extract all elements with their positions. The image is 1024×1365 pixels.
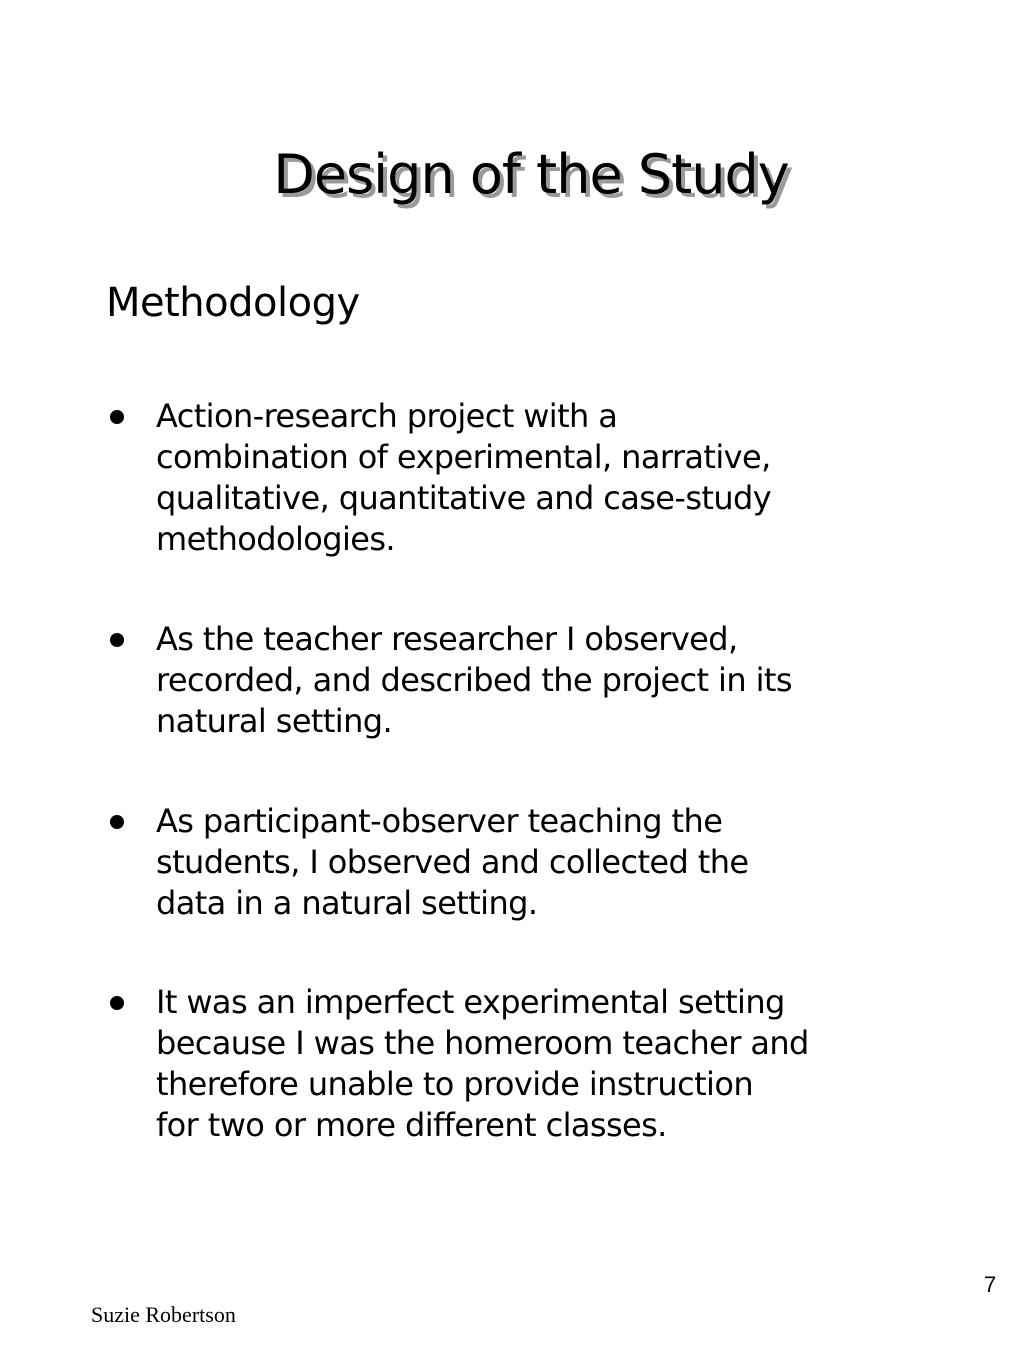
bullet-line: for two or more different classes.	[156, 1106, 667, 1144]
bullet-dot-icon	[110, 996, 124, 1010]
section-heading: Methodology	[106, 280, 360, 326]
bullet-line: As participant-observer teaching the	[156, 802, 723, 840]
bullet-line: because I was the homeroom teacher and	[156, 1024, 809, 1062]
page-number: 7	[984, 1272, 997, 1297]
bullet-line: combination of experimental, narrative,	[156, 438, 771, 476]
bullet-text	[156, 619, 916, 742]
bullet-text	[156, 801, 916, 924]
bullet-dot-icon	[110, 633, 124, 647]
bullet-line: data in a natural setting.	[156, 884, 538, 922]
bullet-dot-icon	[110, 410, 124, 424]
bullet-line: recorded, and described the project in its	[156, 661, 792, 699]
bullet-line: methodologies.	[156, 520, 395, 558]
footer-author: Suzie Robertson	[91, 1302, 236, 1327]
bullet-line: It was an imperfect experimental setting	[156, 983, 785, 1021]
bullet-line: As the teacher researcher I observed,	[156, 620, 738, 658]
bullet-line: natural setting.	[156, 702, 393, 740]
bullet-line: qualitative, quantitative and case-study	[156, 479, 772, 517]
bullet-line: therefore unable to provide instruction	[156, 1065, 754, 1103]
bullet-line: students, I observed and collected the	[156, 843, 749, 881]
bullet-line: Action-research project with a	[156, 397, 618, 435]
bullet-text	[156, 396, 916, 560]
slide-title: Design of the Study	[273, 143, 789, 206]
bullet-text	[156, 982, 916, 1146]
bullet-dot-icon	[110, 815, 124, 829]
